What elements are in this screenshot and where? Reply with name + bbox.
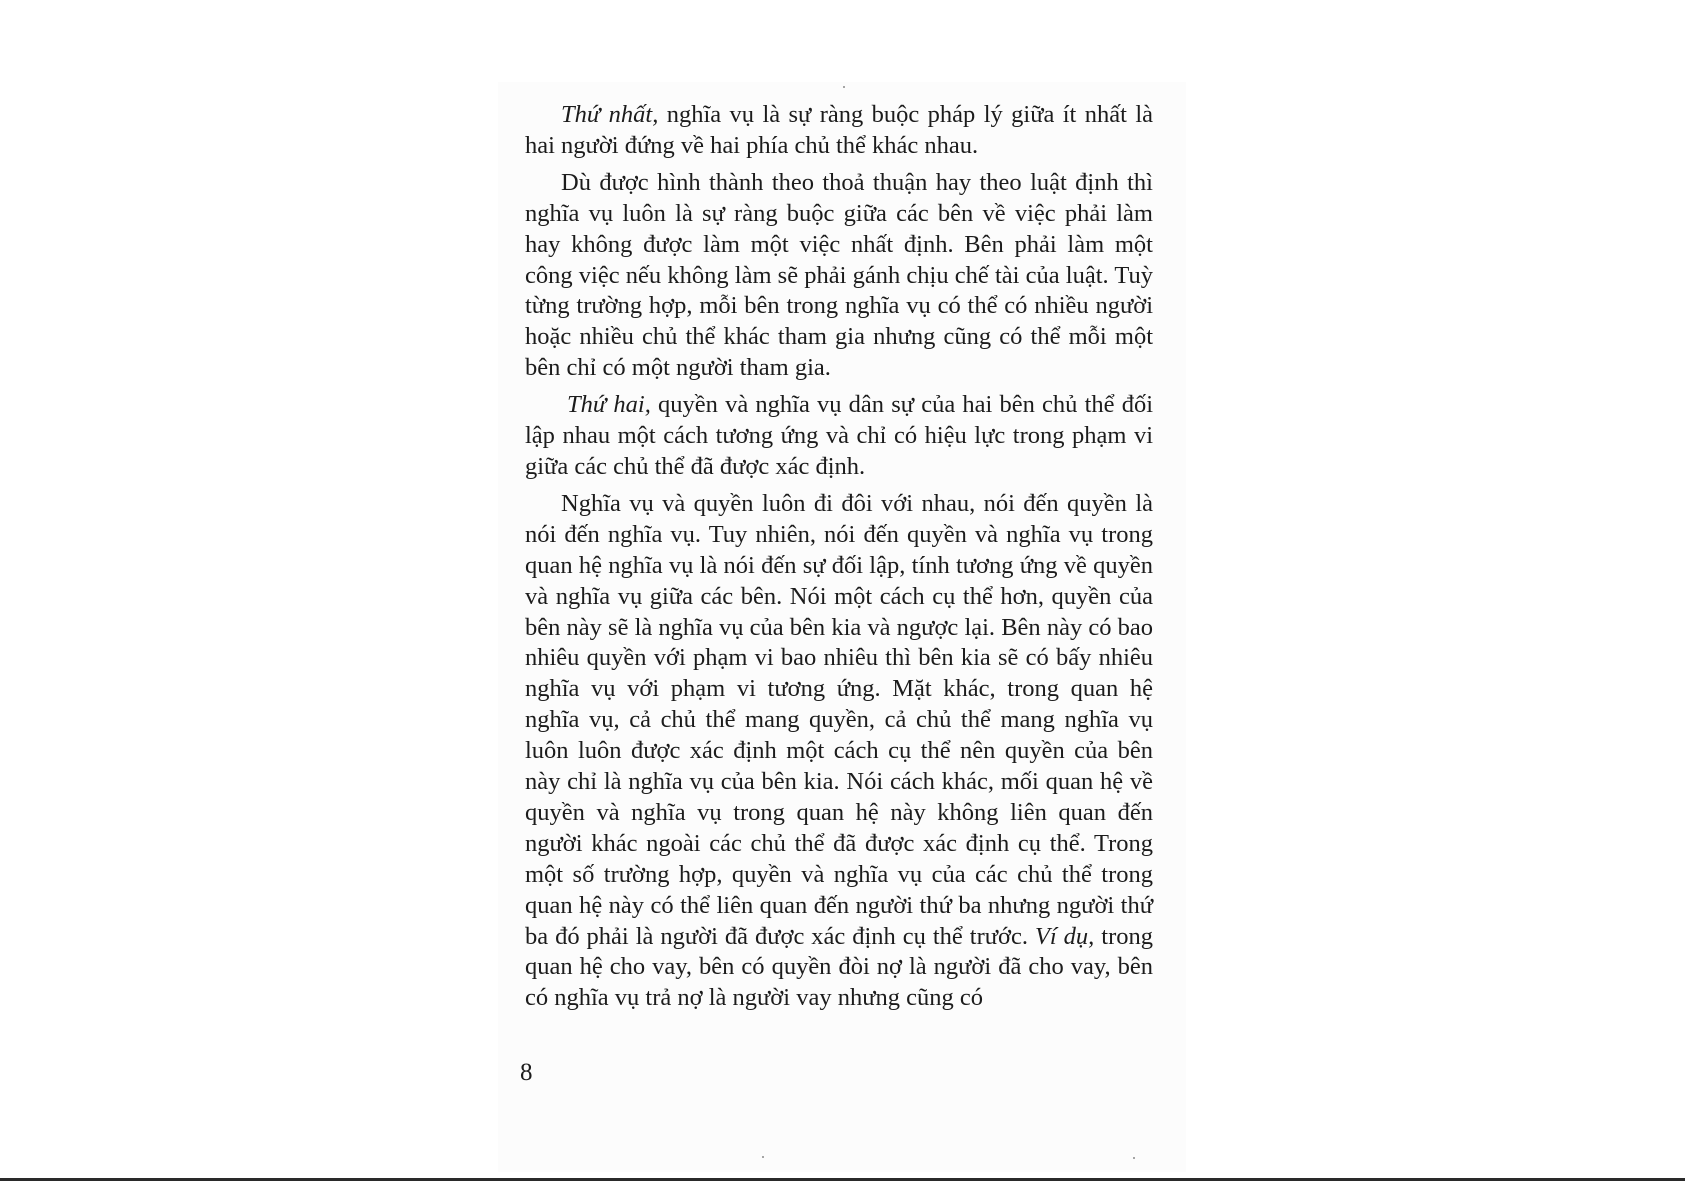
- paragraph-rights-obligations: [525, 489, 1153, 1014]
- paragraph-formation: [525, 168, 1153, 384]
- paragraph-text: quyền và nghĩa vụ dân sự của hai bên chủ thể đối lập nhau một cách tương ứng và chỉ có hiệu lực trong phạm vi giữa các chủ thể đã được xác định.: [525, 391, 1153, 480]
- body-text: [525, 100, 1153, 1020]
- paragraph-lead-italic: Thứ hai,: [567, 391, 651, 419]
- paragraph-text: nghĩa vụ là sự ràng buộc pháp lý giữa ít nhất là hai người đứng về hai phía chủ thể khác nhau.: [525, 101, 1154, 159]
- scan-speck: [762, 1156, 764, 1158]
- page-number: 8: [520, 1059, 533, 1086]
- paragraph-text: Nghĩa vụ và quyền luôn đi đôi với nhau, nói đến quyền là nói đến nghĩa vụ. Tuy nhiên, nói đến quyền và nghĩa vụ trong quan hệ nghĩa vụ là nói đến sự đối lập, tính tương ứng về quyền và nghĩa vụ giữa các bên. Nói một cách cụ thể hơn, quyền của bên này sẽ là nghĩa vụ của bên kia và ngược lại. Bên này có bao nhiêu quyền với phạm vi bao nhiêu thì bên kia sẽ có bấy nhiêu nghĩa vụ với phạm vi tương ứng. Mặt khác, trong quan hệ nghĩa vụ, cả chủ thể mang quyền, cả chủ thể mang nghĩa vụ luôn luôn được xác định một cách cụ thể nên quyền của bên này chỉ là nghĩa vụ của bên kia. Nói cách khác, mối quan hệ về quyền và nghĩa vụ trong quan hệ này không liên quan đến người khác ngoài các chủ thể đã được xác định cụ thể. Trong một số trường hợp, quyền và nghĩa vụ của các chủ thể trong quan hệ này có thể liên quan đến người thứ ba nhưng người thứ ba đó phải là người đã được xác định cụ thể trước.: [525, 489, 1153, 950]
- paragraph-first-point: [525, 100, 1153, 162]
- paragraph-lead-italic: Thứ nhất,: [561, 101, 659, 128]
- example-text: trong quan hệ cho vay, bên có quyền đòi nợ là người đã cho vay, bên có nghĩa vụ trả nợ là người vay nhưng cũng có: [525, 922, 1153, 1012]
- paragraph-second-point: [525, 390, 1153, 483]
- book-page: [498, 82, 1186, 1172]
- example-lead-italic: Ví dụ,: [1034, 922, 1095, 950]
- paragraph-text: Dù được hình thành theo thoả thuận hay theo luật định thì nghĩa vụ luôn là sự ràng buộc giữa các bên về việc phải làm hay không được làm một việc nhất định. Bên phải làm một công việc nếu không làm sẽ phải gánh chịu chế tài của luật. Tuỳ từng trường hợp, mỗi bên trong nghĩa vụ có thể có nhiều người hoặc nhiều chủ thể khác tham gia nhưng cũng có thể mỗi một bên chỉ có một người tham gia.: [525, 168, 1153, 382]
- scan-speck: [1133, 1157, 1135, 1159]
- scan-speck: [843, 86, 845, 88]
